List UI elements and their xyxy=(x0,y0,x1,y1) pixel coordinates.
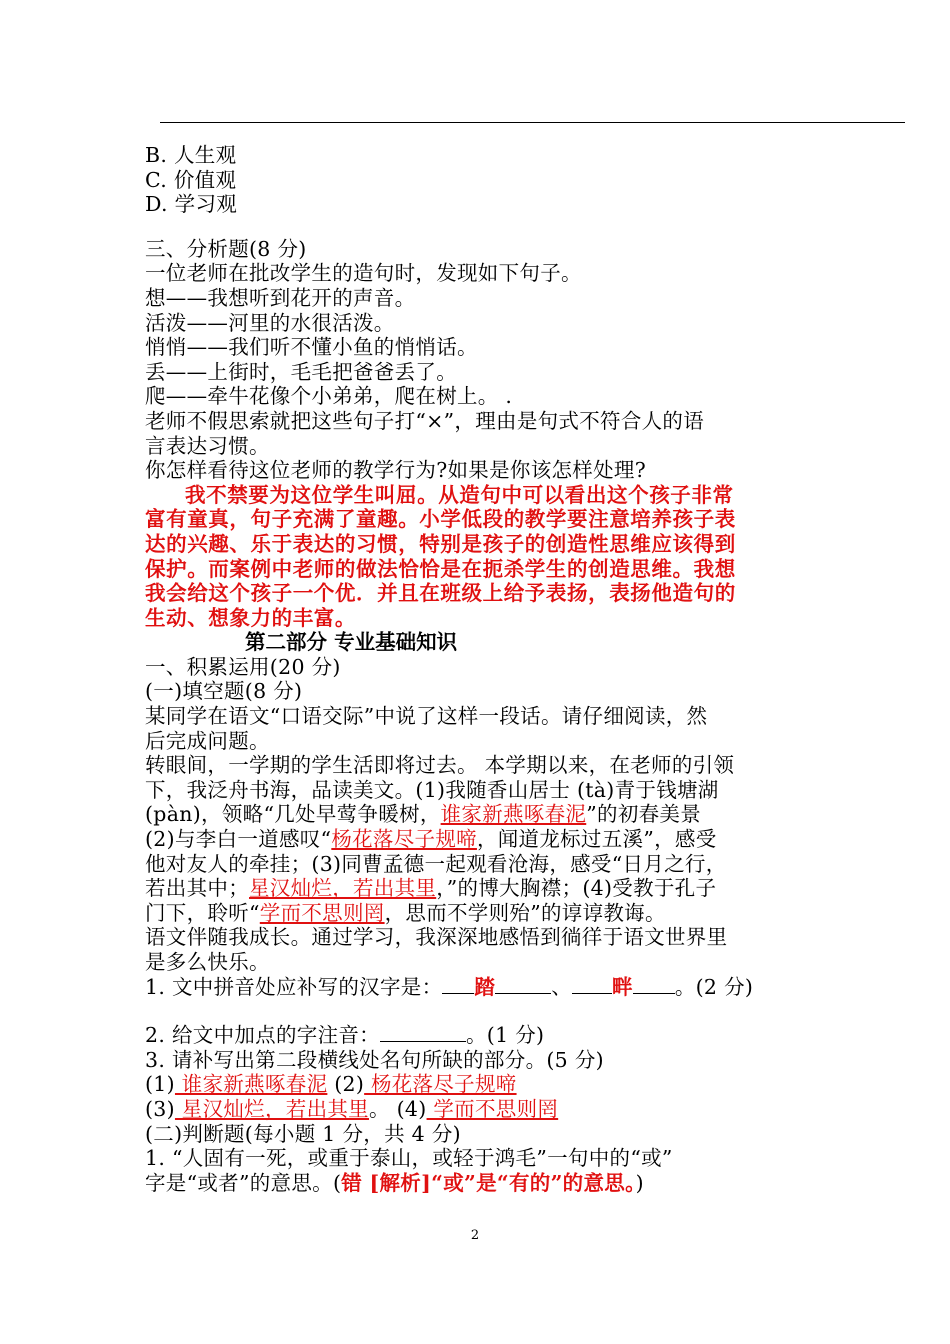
instructions: 某同学在语文“口语交际”中说了这样一段话。请仔细阅读，然 xyxy=(145,704,708,729)
question-text: 1. 文中拼音处应补写的汉字是： xyxy=(145,974,443,999)
answer-line: 我会给这个孩子一个优．并且在班级上给予表扬，表扬他造句的 xyxy=(145,581,736,606)
passage-line xyxy=(145,827,815,852)
passage-line: 他对友人的牵挂；(3)同曹孟德一起观看沧海，感受“日月之行， xyxy=(145,851,727,876)
answer-blank xyxy=(442,975,474,994)
fill-line xyxy=(145,1097,815,1122)
example-sentence: 悄悄——我们听不懂小鱼的悄悄话。 xyxy=(145,335,478,360)
passage-text: 门下，聆听“ xyxy=(145,900,260,925)
separator: 、 xyxy=(551,974,572,999)
header-rule xyxy=(160,122,905,123)
section-heading: 一、积累运用(20 分) xyxy=(145,654,341,679)
example-sentence: 活泼——河里的水很活泼。 xyxy=(145,310,395,335)
document-page xyxy=(145,143,815,1195)
option-b: B. 人生观 xyxy=(145,143,237,167)
question-3: 3. 请补写出第二段横线处名句所缺的部分。(5 分) xyxy=(145,1047,604,1072)
passage-line xyxy=(145,876,815,901)
instructions: 后完成问题。 xyxy=(145,728,270,753)
passage-text: (2)与李白一道感叹“ xyxy=(145,827,332,852)
passage-line xyxy=(145,802,815,827)
question-text: ) xyxy=(635,1170,644,1195)
question-text: 2. 给文中加点的字注音： xyxy=(145,1023,380,1048)
passage-text: ”的初春美景 xyxy=(586,802,702,827)
question-2 xyxy=(145,1023,815,1048)
subsection-heading: (一)填空题(8 分) xyxy=(145,679,303,704)
filled-quote: 谁家新燕啄春泥 xyxy=(440,802,587,827)
teacher-comment: 言表达习惯。 xyxy=(145,433,270,458)
page-number: 2 xyxy=(470,1228,480,1243)
passage-text: ，闻道龙标过五溪”，感受 xyxy=(476,827,717,852)
fill-answer: 谁家新燕啄春泥 xyxy=(174,1072,328,1097)
answer-line: 保护。而案例中老师的做法恰恰是在扼杀学生的创造思维。我想 xyxy=(145,556,736,581)
blank-answer: 畔 xyxy=(612,974,633,999)
analysis-question: 你怎样看待这位老师的教学行为?如果是你该怎样处理? xyxy=(145,458,646,483)
answer-blank xyxy=(495,975,551,994)
fill-line xyxy=(145,1072,815,1097)
answer-blank xyxy=(380,1023,466,1042)
answer-line: 富有童真，句子充满了童趣。小学低段的教学要注意培养孩子表 xyxy=(145,507,736,532)
passage-line: 下，我泛舟书海，品读美文。(1)我随香山居士 (tà)青于钱塘湖 xyxy=(145,777,719,802)
question-1 xyxy=(145,975,815,1000)
answer-blank xyxy=(572,975,612,994)
blank-answer: 踏 xyxy=(474,974,496,999)
fill-label: (2) xyxy=(327,1072,365,1097)
judgment-answer: 错 [解析]“或”是“有的”的意思。 xyxy=(341,1170,636,1195)
passage-line: 是多么快乐。 xyxy=(145,950,270,974)
answer-line: 达的兴趣、乐于表达的习惯，特别是孩子的创造性思维应该得到 xyxy=(145,531,736,556)
fill-label: 。 (4) xyxy=(368,1096,427,1121)
example-sentence: 想——我想听到花开的声音。 xyxy=(145,285,416,310)
judgment-question xyxy=(145,1171,815,1196)
example-sentence: 丢——上街时，毛毛把爸爸丢了。 xyxy=(145,359,457,384)
filled-quote: 学而不思则罔 xyxy=(259,900,385,925)
analysis-heading: 三、分析题(8 分) xyxy=(145,236,307,261)
example-sentence: 爬——牵牛花像个小弟弟，爬在树上。 . xyxy=(145,384,513,409)
passage-text: ，思而不学则殆”的谆谆教诲。 xyxy=(384,900,666,925)
fill-answer: 星汉灿烂，若出其里 xyxy=(174,1096,369,1121)
part-title: 第二部分 专业基础知识 xyxy=(245,630,458,655)
passage-text: ，”的博大胸襟；(4)受教于孔子 xyxy=(436,876,717,901)
fill-label: (1) xyxy=(145,1072,175,1097)
answer-blank xyxy=(633,975,675,994)
option-c: C. 价值观 xyxy=(145,167,237,192)
fill-label: (3) xyxy=(145,1096,175,1121)
fill-answer: 杨花落尽子规啼 xyxy=(364,1072,517,1097)
judgment-question: 1. “人固有一死，或重于泰山，或轻于鸿毛”一句中的“或” xyxy=(145,1146,673,1171)
passage-line xyxy=(145,901,815,926)
passage-line: 语文伴随我成长。通过学习，我深深地感悟到徜徉于语文世界里 xyxy=(145,925,728,950)
passage-line: 转眼间，一学期的学生活即将过去。 本学期以来，在老师的引领 xyxy=(145,753,735,778)
answer-line: 生动、想象力的丰富。 xyxy=(145,605,356,630)
analysis-intro: 一位老师在批改学生的造句时，发现如下句子。 xyxy=(145,261,582,286)
filled-quote: 杨花落尽子规啼 xyxy=(331,827,477,852)
teacher-comment: 老师不假思索就把这些句子打“×”，理由是句式不符合人的语 xyxy=(145,408,705,433)
passage-text: 若出其中； xyxy=(145,876,249,901)
passage-text: (pàn)，领略“几处早莺争暖树， xyxy=(145,802,441,827)
answer-line: 我不禁要为这位学生叫屈。从造句中可以看出这个孩子非常 xyxy=(185,482,734,507)
option-d: D. 学习观 xyxy=(145,192,238,217)
question-text: 。(1 分) xyxy=(465,1023,545,1048)
filled-quote: 星汉灿烂，若出其里 xyxy=(249,876,437,901)
question-text: 字是“或者”的意思。( xyxy=(145,1170,342,1195)
subsection-heading: (二)判断题(每小题 1 分，共 4 分) xyxy=(145,1121,461,1146)
question-text: 。(2 分) xyxy=(674,974,754,999)
fill-answer: 学而不思则罔 xyxy=(426,1096,559,1121)
